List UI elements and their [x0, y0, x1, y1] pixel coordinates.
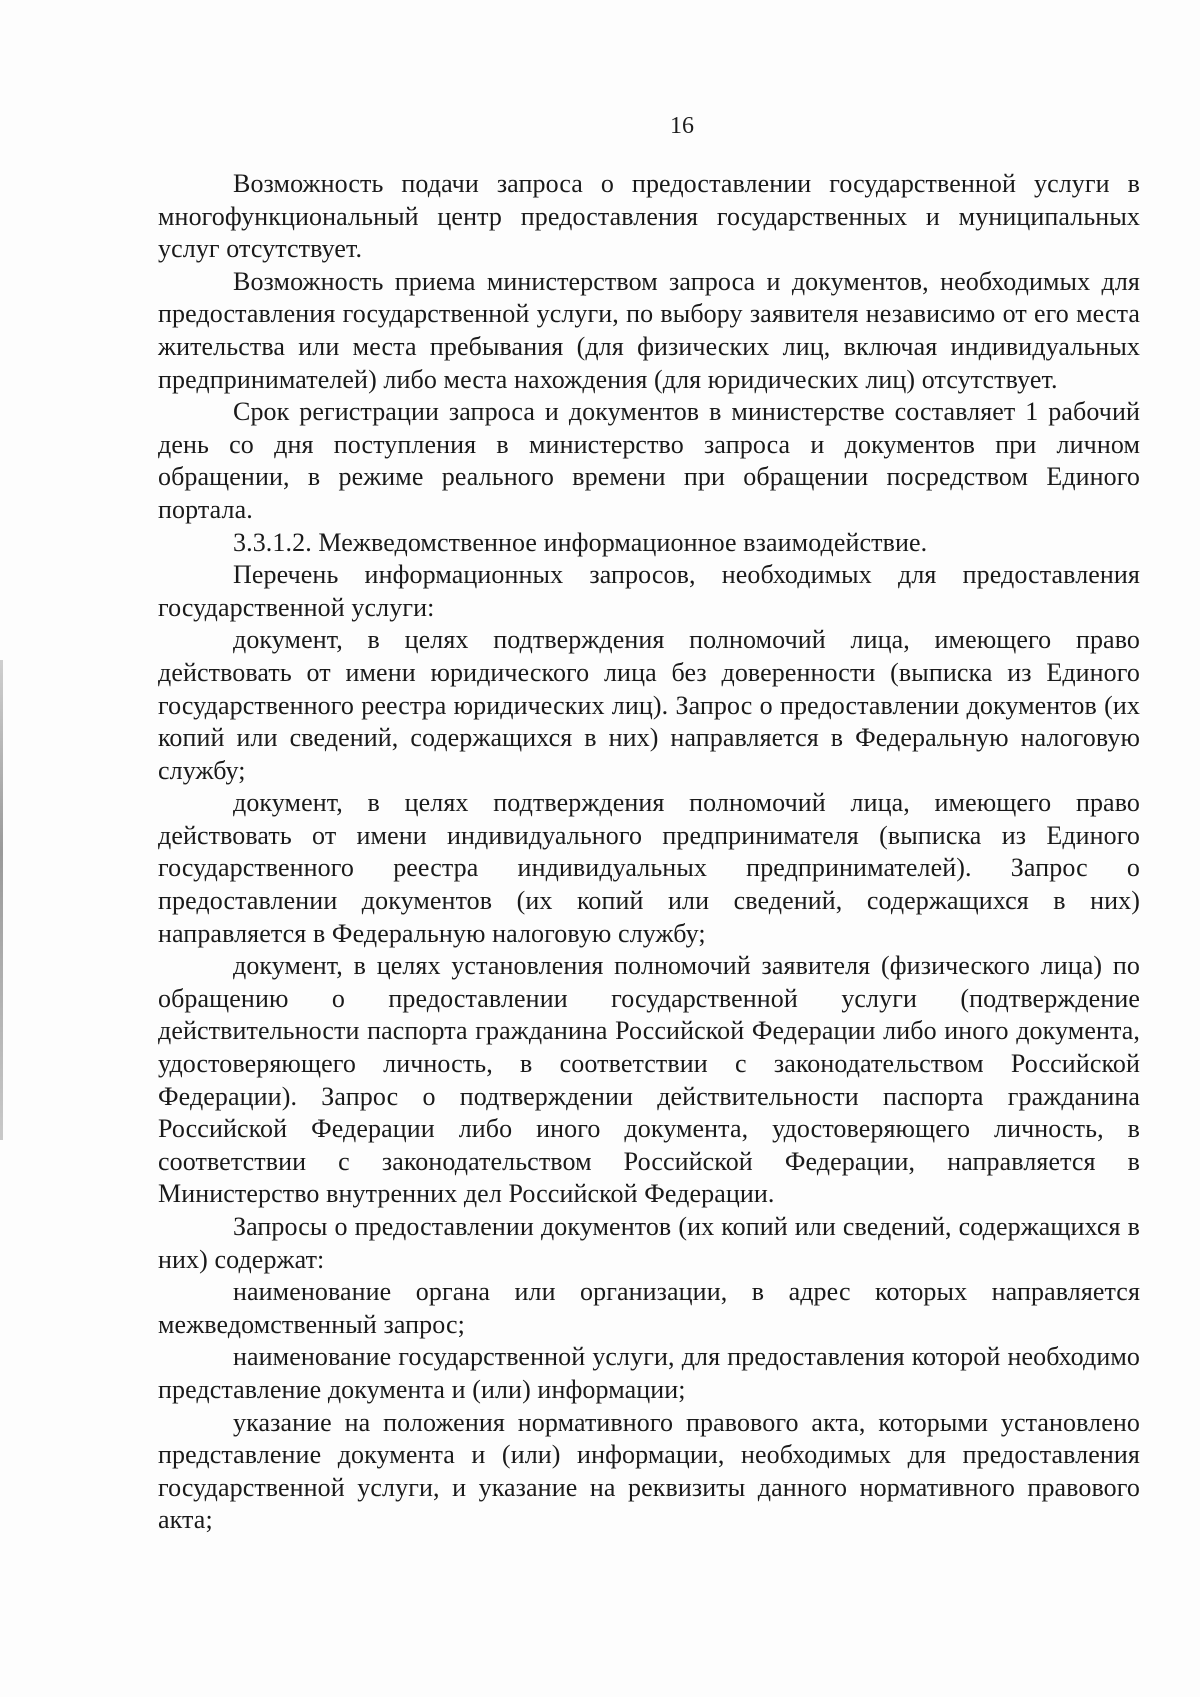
list-item-individual-passport: документ, в целях установления полномочий заявителя (физического лица) по обращению о предоставлении государственной услуги (подтверждение действительности паспорта гражданина Российской Федерации либо иного документа, удостоверяющего личность, в соответствии с законодательством Российской Федерации). Запрос о подтверждении действительности паспорта гражданина Российской Федерации либо иного документа, удостоверяющего личность, в соответствии с законодательством Российской Федерации, направляется в Министерство внутренних дел Российской Федерации.	[158, 951, 1140, 1209]
list-item-entrepreneur: документ, в целях подтверждения полномочий лица, имеющего право действовать от имени индивидуального предпринимателя (выписка из Единого государственного реестра индивидуальных предпринимателей). Запрос о предоставлении документов (их копий или сведений, содержащихся в них) направляется в Федеральную налоговую службу;	[158, 788, 1140, 948]
paragraph-requests-list-intro: Перечень информационных запросов, необходимых для предоставления государственной услуги:	[158, 560, 1140, 622]
list-item-service-name: наименование государственной услуги, для предоставления которой необходимо представление документа и (или) информации;	[158, 1342, 1140, 1404]
section-heading-3-3-1-2: 3.3.1.2. Межведомственное информационное взаимодействие.	[233, 527, 928, 557]
list-item-authority-name: наименование органа или организации, в адрес которых направляется межведомственный запрос;	[158, 1277, 1140, 1339]
paragraph-requests-contents-intro: Запросы о предоставлении документов (их копий или сведений, содержащихся в них) содержат:	[158, 1212, 1140, 1274]
scan-edge-artifact	[0, 660, 3, 1140]
paragraph-mfc-submission: Возможность подачи запроса о предоставлении государственной услуги в многофункциональный центр предоставления государственных и муниципальных услуг отсутствует.	[158, 169, 1140, 264]
document-body	[158, 168, 1140, 1537]
list-item-legal-entity: документ, в целях подтверждения полномочий лица, имеющего право действовать от имени юридического лица без доверенности (выписка из Единого государственного реестра юридических лиц). Запрос о предоставлении документов (их копий или сведений, содержащихся в них) направляется в Федеральную налоговую службу;	[158, 625, 1140, 785]
page-number: 16	[670, 113, 694, 139]
paragraph-registration-term: Срок регистрации запроса и документов в министерстве составляет 1 рабочий день со дня поступления в министерство запроса и документов при личном обращении, в режиме реального времени при обращении посредством Единого портала.	[158, 397, 1140, 524]
list-item-legal-act-reference: указание на положения нормативного правового акта, которыми установлено представление документа и (или) информации, необходимых для предоставления государственной услуги, и указание на реквизиты данного нормативного правового акта;	[158, 1407, 1140, 1535]
paragraph-extraterritorial: Возможность приема министерством запроса и документов, необходимых для предоставления государственной услуги, по выбору заявителя независимо от его места жительства или места пребывания (для физических лиц, включая индивидуальных предпринимателей) либо места нахождения (для юридических лиц) отсутствует.	[158, 266, 1140, 394]
